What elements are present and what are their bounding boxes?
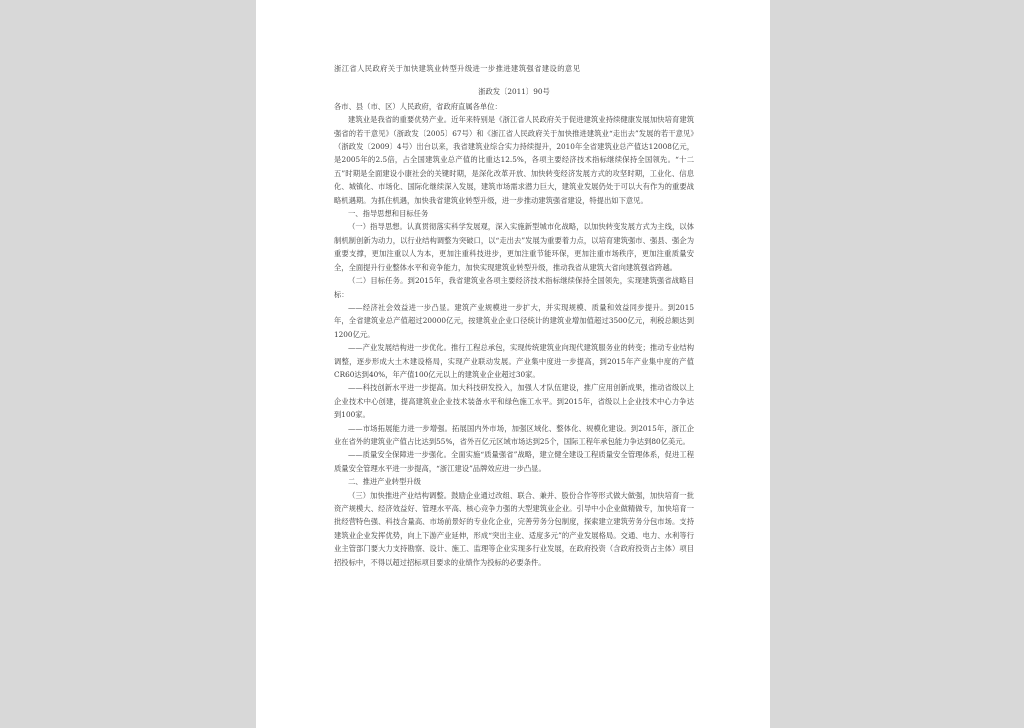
document-number: 浙政发〔2011〕90号 (478, 87, 550, 97)
document-title: 浙江省人民政府关于加快建筑业转型升级进一步推进建筑强省建设的意见 (334, 64, 581, 73)
section-heading-1: 一、指导思想和目标任务 (348, 209, 429, 219)
paragraph-economic-benefit: ——经济社会效益进一步凸显。建筑产业规模进一步扩大，并实现规模、质量和效益同步提升。到2015年，全省建筑业总产值超过20000亿元，按建筑业企业口径统计的建筑业增加值超过3500亿元，利税总额达到1200亿元。 (334, 302, 694, 339)
paragraph-guiding-ideology: （一）指导思想。认真贯彻落实科学发展观，深入实施新型城市化战略，以加快转变发展方式为主线，以体制机制创新为动力，以行业结构调整为突破口，以“走出去”发展为重要着力点，以培育建筑强市、强县、强企为重要支撑，更加注重以人为本，更加注重科技进步，更加注重节能环保，更加注重市场秩序，更加注重质量安全，全面提升行业整体水平和竞争能力，加快实现建筑业转型升级，推动我省从建筑大省向建筑强省跨越。 (334, 222, 694, 272)
paragraph-market-expansion: ——市场拓展能力进一步增强。拓展国内外市场，加强区域化、整体化、规模化建设。到2015年，浙江企业在省外的建筑业产值占比达到55%，省外百亿元区域市场达到25个，国际工程年承包能力争达到80亿美元。 (334, 423, 694, 446)
document-body (334, 62, 694, 569)
paragraph-structure-adjustment: （三）加快推进产业结构调整。鼓励企业通过改组、联合、兼并、股份合作等形式做大做强，加快培育一批资产规模大、经济效益好、管理水平高、核心竞争力强的大型建筑业企业。引导中小企业做精做专，加快培育一批经营特色强、科技含量高、市场前景好的专业化企业，完善劳务分包制度，探索建立建筑劳务分包市场。支持建筑业企业发挥优势，向上下游产业延伸，形成“突出主业、适度多元”的产业发展格局。交通、电力、水利等行业主管部门要大力支持勘察、设计、施工、监理等企业实现多行业发展，在政府投资（含政府投资占主体）项目招投标中，不得以超过招标项目要求的业绩作为投标的必要条件。 (334, 490, 694, 567)
paragraph-target-tasks: （二）目标任务。到2015年，我省建筑业各项主要经济技术指标继续保持全国领先，实现建筑强省战略目标： (334, 276, 694, 299)
document-page (256, 0, 770, 728)
section-heading-2: 二、推进产业转型升级 (348, 477, 421, 487)
paragraph-tech-innovation: ——科技创新水平进一步提高。加大科技研发投入，加强人才队伍建设，推广应用创新成果，推动省级以上企业技术中心创建，提高建筑业企业技术装备水平和绿色施工水平。到2015年，省级以上企业技术中心力争达到100家。 (334, 383, 694, 420)
paragraph-quality-safety: ——质量安全保障进一步强化。全面实施“质量强省”战略，建立健全建设工程质量安全管理体系，促进工程质量安全管理水平进一步提高，“浙江建设”品牌效应进一步凸显。 (334, 450, 694, 473)
paragraph-industry-structure: ——产业发展结构进一步优化。推行工程总承包，实现传统建筑业向现代建筑服务业的转变；推动专业结构调整，逐步形成大土木建设格局，实现产业联动发展。产业集中度进一步提高，到2015年产业集中度的产值CR60达到40%，年产值100亿元以上的建筑业企业超过30家。 (334, 343, 694, 379)
paragraph-intro: 建筑业是我省的重要优势产业。近年来特别是《浙江省人民政府关于促进建筑业持续健康发展加快培育建筑强省的若干意见》（浙政发〔2005〕67号）和《浙江省人民政府关于加快推进建筑业“走出去”发展的若干意见》（浙政发〔2009〕4号）出台以来，我省建筑业综合实力持续提升，2010年全省建筑业总产值达12008亿元，是2005年的2.5倍，占全国建筑业总产值的比重达12.5%，各项主要经济技术指标继续保持全国领先。“十二五”时期是全面建设小康社会的关键时期，是深化改革开放、加快转变经济发展方式的攻坚时期，工业化、信息化、城镇化、市场化、国际化继续深入发展，建筑市场需求潜力巨大，建筑业发展仍处于可以大有作为的重要战略机遇期。为抓住机遇，加快我省建筑业转型升级，进一步推动建筑强省建设，特提出如下意见。 (334, 115, 694, 205)
salutation: 各市、县（市、区）人民政府，省政府直属各单位： (334, 101, 502, 111)
